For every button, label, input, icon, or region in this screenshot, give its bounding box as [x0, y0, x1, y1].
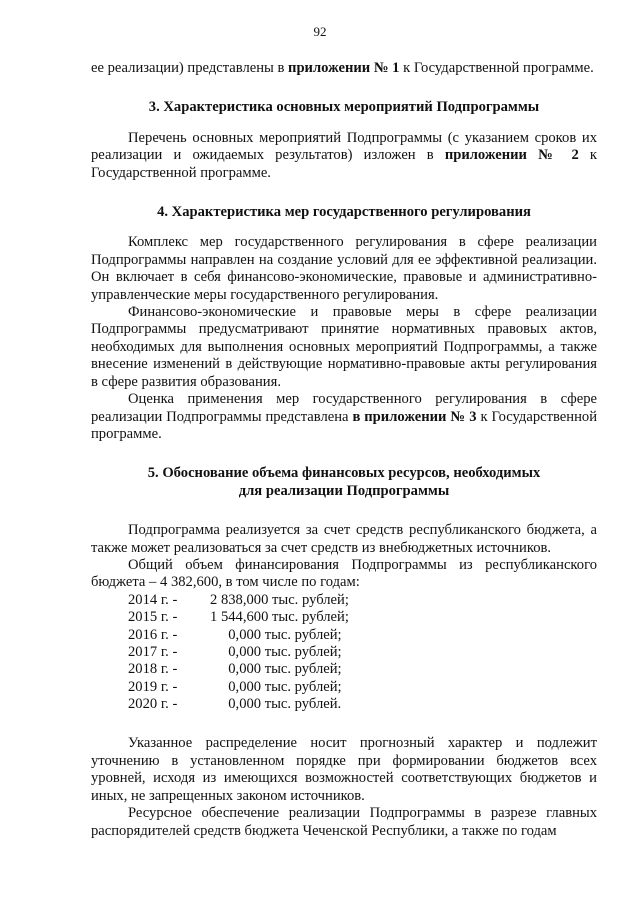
list-item: 2014 г. - 2 838,000 тыс. рублей;: [128, 591, 349, 608]
list-item: 2019 г. - 0,000 тыс. рублей;: [128, 678, 342, 695]
section5-title-line1: 5. Обоснование объема финансовых ресурсов, необходимых: [147, 465, 541, 482]
section4-paragraph-2: Финансово-экономические и правовые меры в сфере реализации Подпрограммы предусматривают принятие нормативных правовых актов, необходимых для выполнения основных мероприятий Подпрограммы, а также внесение изменений в действующие нормативно-правовые акты регулирования в сфере развития образования.: [91, 304, 597, 390]
section4-bold-ref: в приложении № 3: [352, 408, 477, 425]
section4-title: 4. Характеристика мер государственного регулирования: [157, 204, 531, 221]
list-item: 2018 г. - 0,000 тыс. рублей;: [128, 661, 342, 678]
section5-title: [91, 465, 597, 500]
list-item: 2016 г. - 0,000 тыс. рублей;: [128, 626, 342, 643]
list-item: 2020 г. - 0,000 тыс. рублей.: [128, 696, 342, 713]
section3-text: Перечень основных мероприятий Подпрограммы (с указанием сроков их реализации и ожидаемых результатов) изложен в: [91, 129, 597, 164]
section4-p3-text-after: к Государственной программе.: [91, 408, 597, 442]
section3-title: 3. Характеристика основных мероприятий Подпрограммы: [148, 99, 540, 116]
section3-bold-ref: приложении № 2: [444, 147, 579, 164]
document-body: [91, 60, 597, 840]
section5-title-line2: для реализации Подпрограммы: [238, 482, 450, 499]
section3-text-after: к Государственной программе.: [91, 147, 597, 181]
list-item: 2015 г. - 1 544,600 тыс. рублей;: [128, 609, 349, 626]
list-item: 2017 г. - 0,000 тыс. рублей;: [128, 643, 342, 660]
intro-paragraph: [91, 60, 597, 77]
section3-paragraph: [91, 130, 597, 182]
intro-text: ее реализации) представлены в: [91, 60, 289, 76]
funding-by-year-list: [128, 592, 597, 714]
section4-paragraph-3: [91, 391, 597, 443]
intro-bold-ref: приложении № 1: [288, 60, 400, 76]
page-number: 92: [313, 24, 327, 39]
intro-text-after: к Государственной программе.: [399, 60, 594, 76]
section4-p3-text: Оценка применения мер государственного регулирования в сфере реализации Подпрограммы представлена: [91, 391, 597, 425]
section5-paragraph-2: Общий объем финансирования Подпрограммы из республиканского бюджета – 4 382,600, в том числе по годам:: [91, 556, 597, 591]
section5-paragraph-1: Подпрограмма реализуется за счет средств республиканского бюджета, а также может реализоваться за счет средств из внебюджетных источников.: [91, 522, 597, 556]
section5-paragraph-4: Ресурсное обеспечение реализации Подпрограммы в разрезе главных распорядителей средств бюджета Чеченской Республики, а также по годам: [91, 805, 597, 839]
section5-paragraph-3: Указанное распределение носит прогнозный характер и подлежит уточнению в установленном порядке при формировании бюджетов всех уровней, исходя из имеющихся возможностей соответствующих бюджетов и иных, не запрещенных законом источников.: [91, 735, 597, 804]
section4-paragraph-1: Комплекс мер государственного регулирования в сфере реализации Подпрограммы направлен на создание условий для ее эффективной реализации. Он включает в себя финансово-экономические, правовые и административно-управленческие меры государственного регулирования.: [91, 234, 597, 303]
